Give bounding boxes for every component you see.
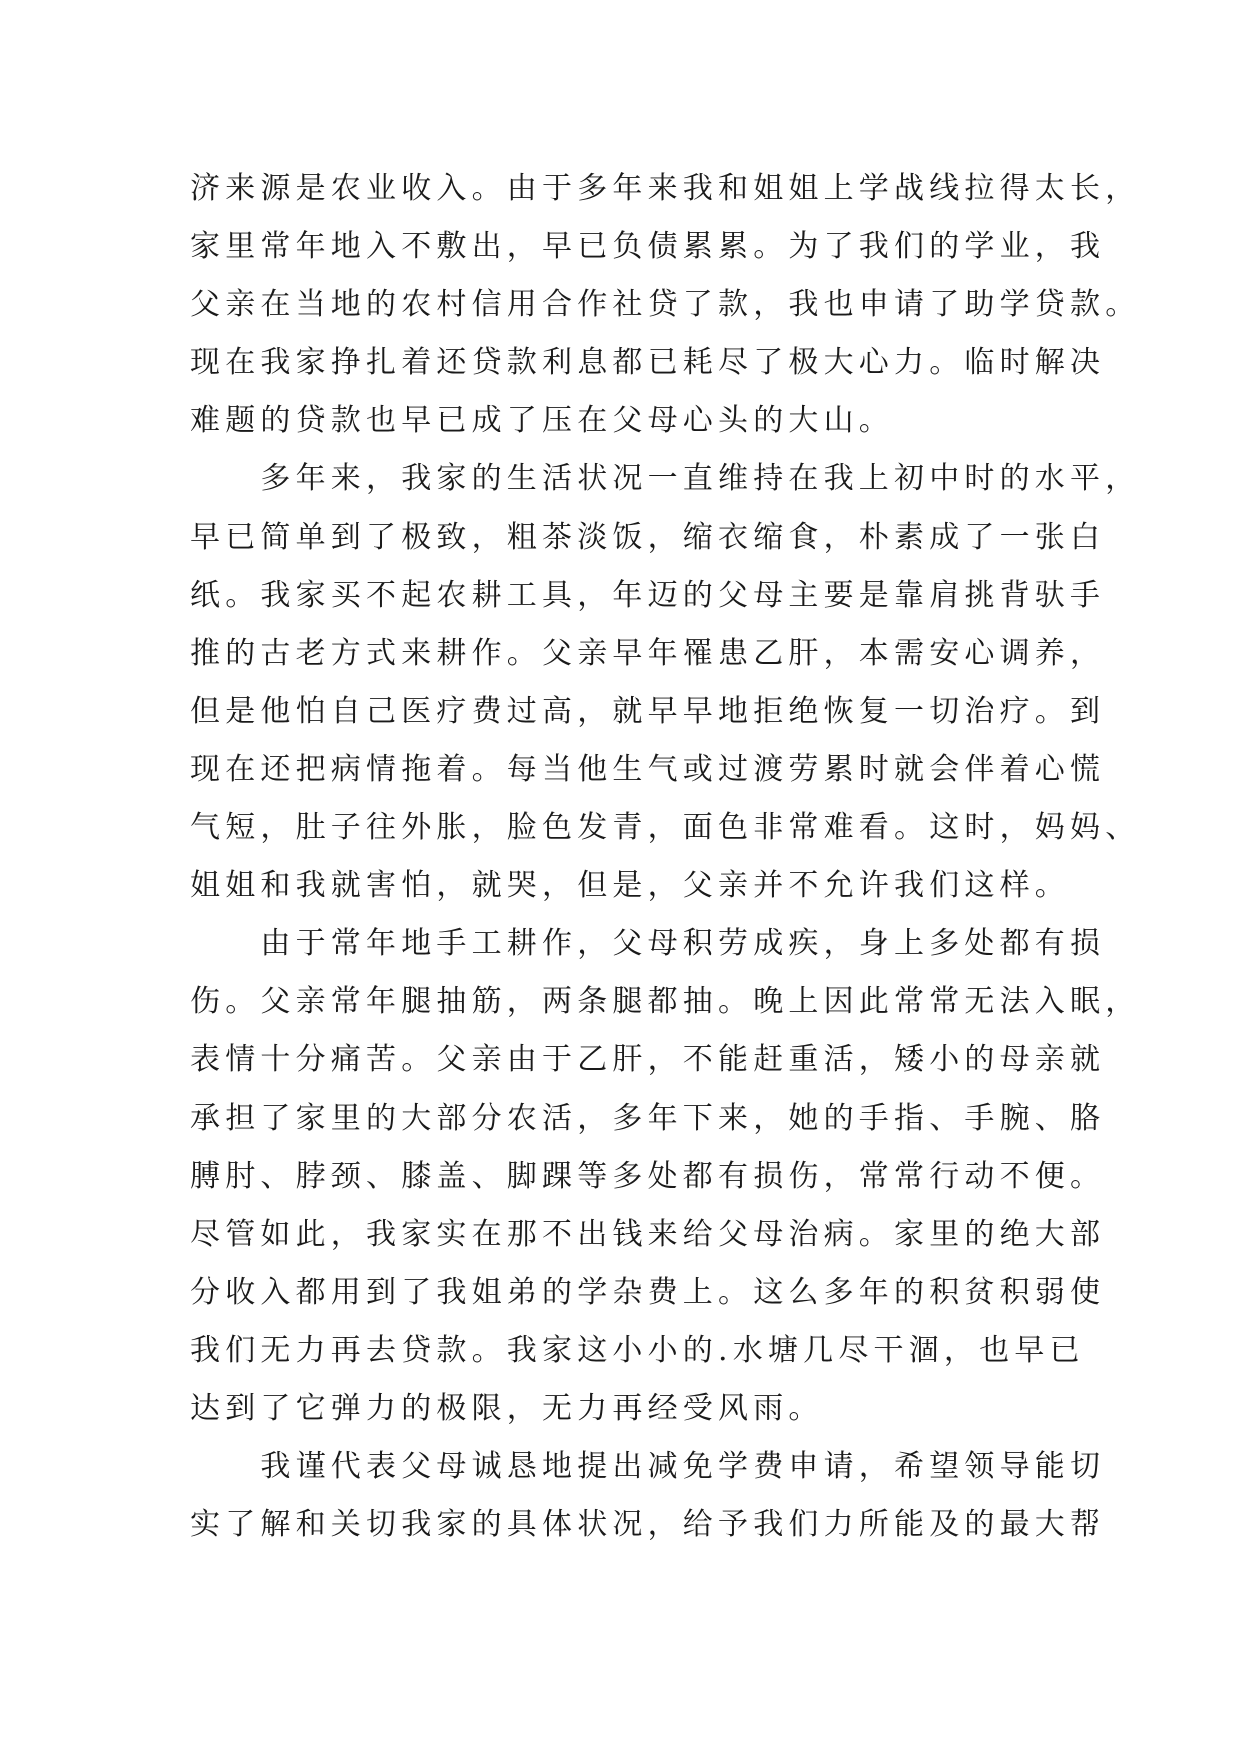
text-line: 我们无力再去贷款。我家这小小的.水塘几尽干涸，也早已 bbox=[190, 1332, 1085, 1368]
text-line: 但是他怕自己医疗费过高，就早早地拒绝恢复一切治疗。到 bbox=[190, 693, 1106, 729]
text-line: 家里常年地入不敷出，早已负债累累。为了我们的学业，我 bbox=[190, 229, 1106, 265]
text-line: 表情十分痛苦。父亲由于乙肝，不能赶重活，矮小的母亲就 bbox=[190, 1042, 1106, 1078]
text-line: 早已简单到了极致，粗茶淡饭，缩衣缩食，朴素成了一张白 bbox=[190, 519, 1106, 555]
text-line: 膊肘、脖颈、膝盖、脚踝等多处都有损伤，常常行动不便。 bbox=[190, 1158, 1106, 1194]
text-line: 现在我家挣扎着还贷款利息都已耗尽了极大心力。临时解决 bbox=[190, 345, 1106, 381]
text-line: 难题的贷款也早已成了压在父母心头的大山。 bbox=[190, 403, 894, 439]
text-line: 由于常年地手工耕作，父母积劳成疾，身上多处都有损 bbox=[190, 926, 1106, 962]
text-line: 尽管如此，我家实在那不出钱来给父母治病。家里的绝大部 bbox=[190, 1216, 1106, 1252]
text-line: 济来源是农业收入。由于多年来我和姐姐上学战线拉得太长， bbox=[190, 171, 1141, 206]
text-line: 气短，肚子往外胀，脸色发青，面色非常难看。这时，妈妈、 bbox=[190, 810, 1141, 846]
text-line: 分收入都用到了我姐弟的学杂费上。这么多年的积贫积弱使 bbox=[190, 1274, 1106, 1310]
text-line: 纸。我家买不起农耕工具，年迈的父母主要是靠肩挑背驮手 bbox=[190, 577, 1106, 613]
text-line: 承担了家里的大部分农活，多年下来，她的手指、手腕、胳 bbox=[190, 1100, 1106, 1136]
text-line: 现在还把病情拖着。每当他生气或过渡劳累时就会伴着心慌 bbox=[190, 751, 1106, 787]
text-line: 姐姐和我就害怕，就哭，但是，父亲并不允许我们这样。 bbox=[190, 868, 1070, 904]
text-line: 推的古老方式来耕作。父亲早年罹患乙肝，本需安心调养， bbox=[190, 635, 1106, 671]
text-line: 伤。父亲常年腿抽筋，两条腿都抽。晚上因此常常无法入眠， bbox=[190, 984, 1141, 1020]
text-line: 父亲在当地的农村信用合作社贷了款，我也申请了助学贷款。 bbox=[190, 287, 1141, 323]
text-line: 达到了它弹力的极限，无力再经受风雨。 bbox=[190, 1390, 824, 1426]
text-line: 我谨代表父母诚恳地提出减免学费申请，希望领导能切 bbox=[190, 1449, 1106, 1485]
body-text bbox=[190, 160, 1141, 1554]
text-line: 实了解和关切我家的具体状况，给予我们力所能及的最大帮 bbox=[190, 1507, 1106, 1543]
text-line: 多年来，我家的生活状况一直维持在我上初中时的水平， bbox=[190, 461, 1141, 497]
